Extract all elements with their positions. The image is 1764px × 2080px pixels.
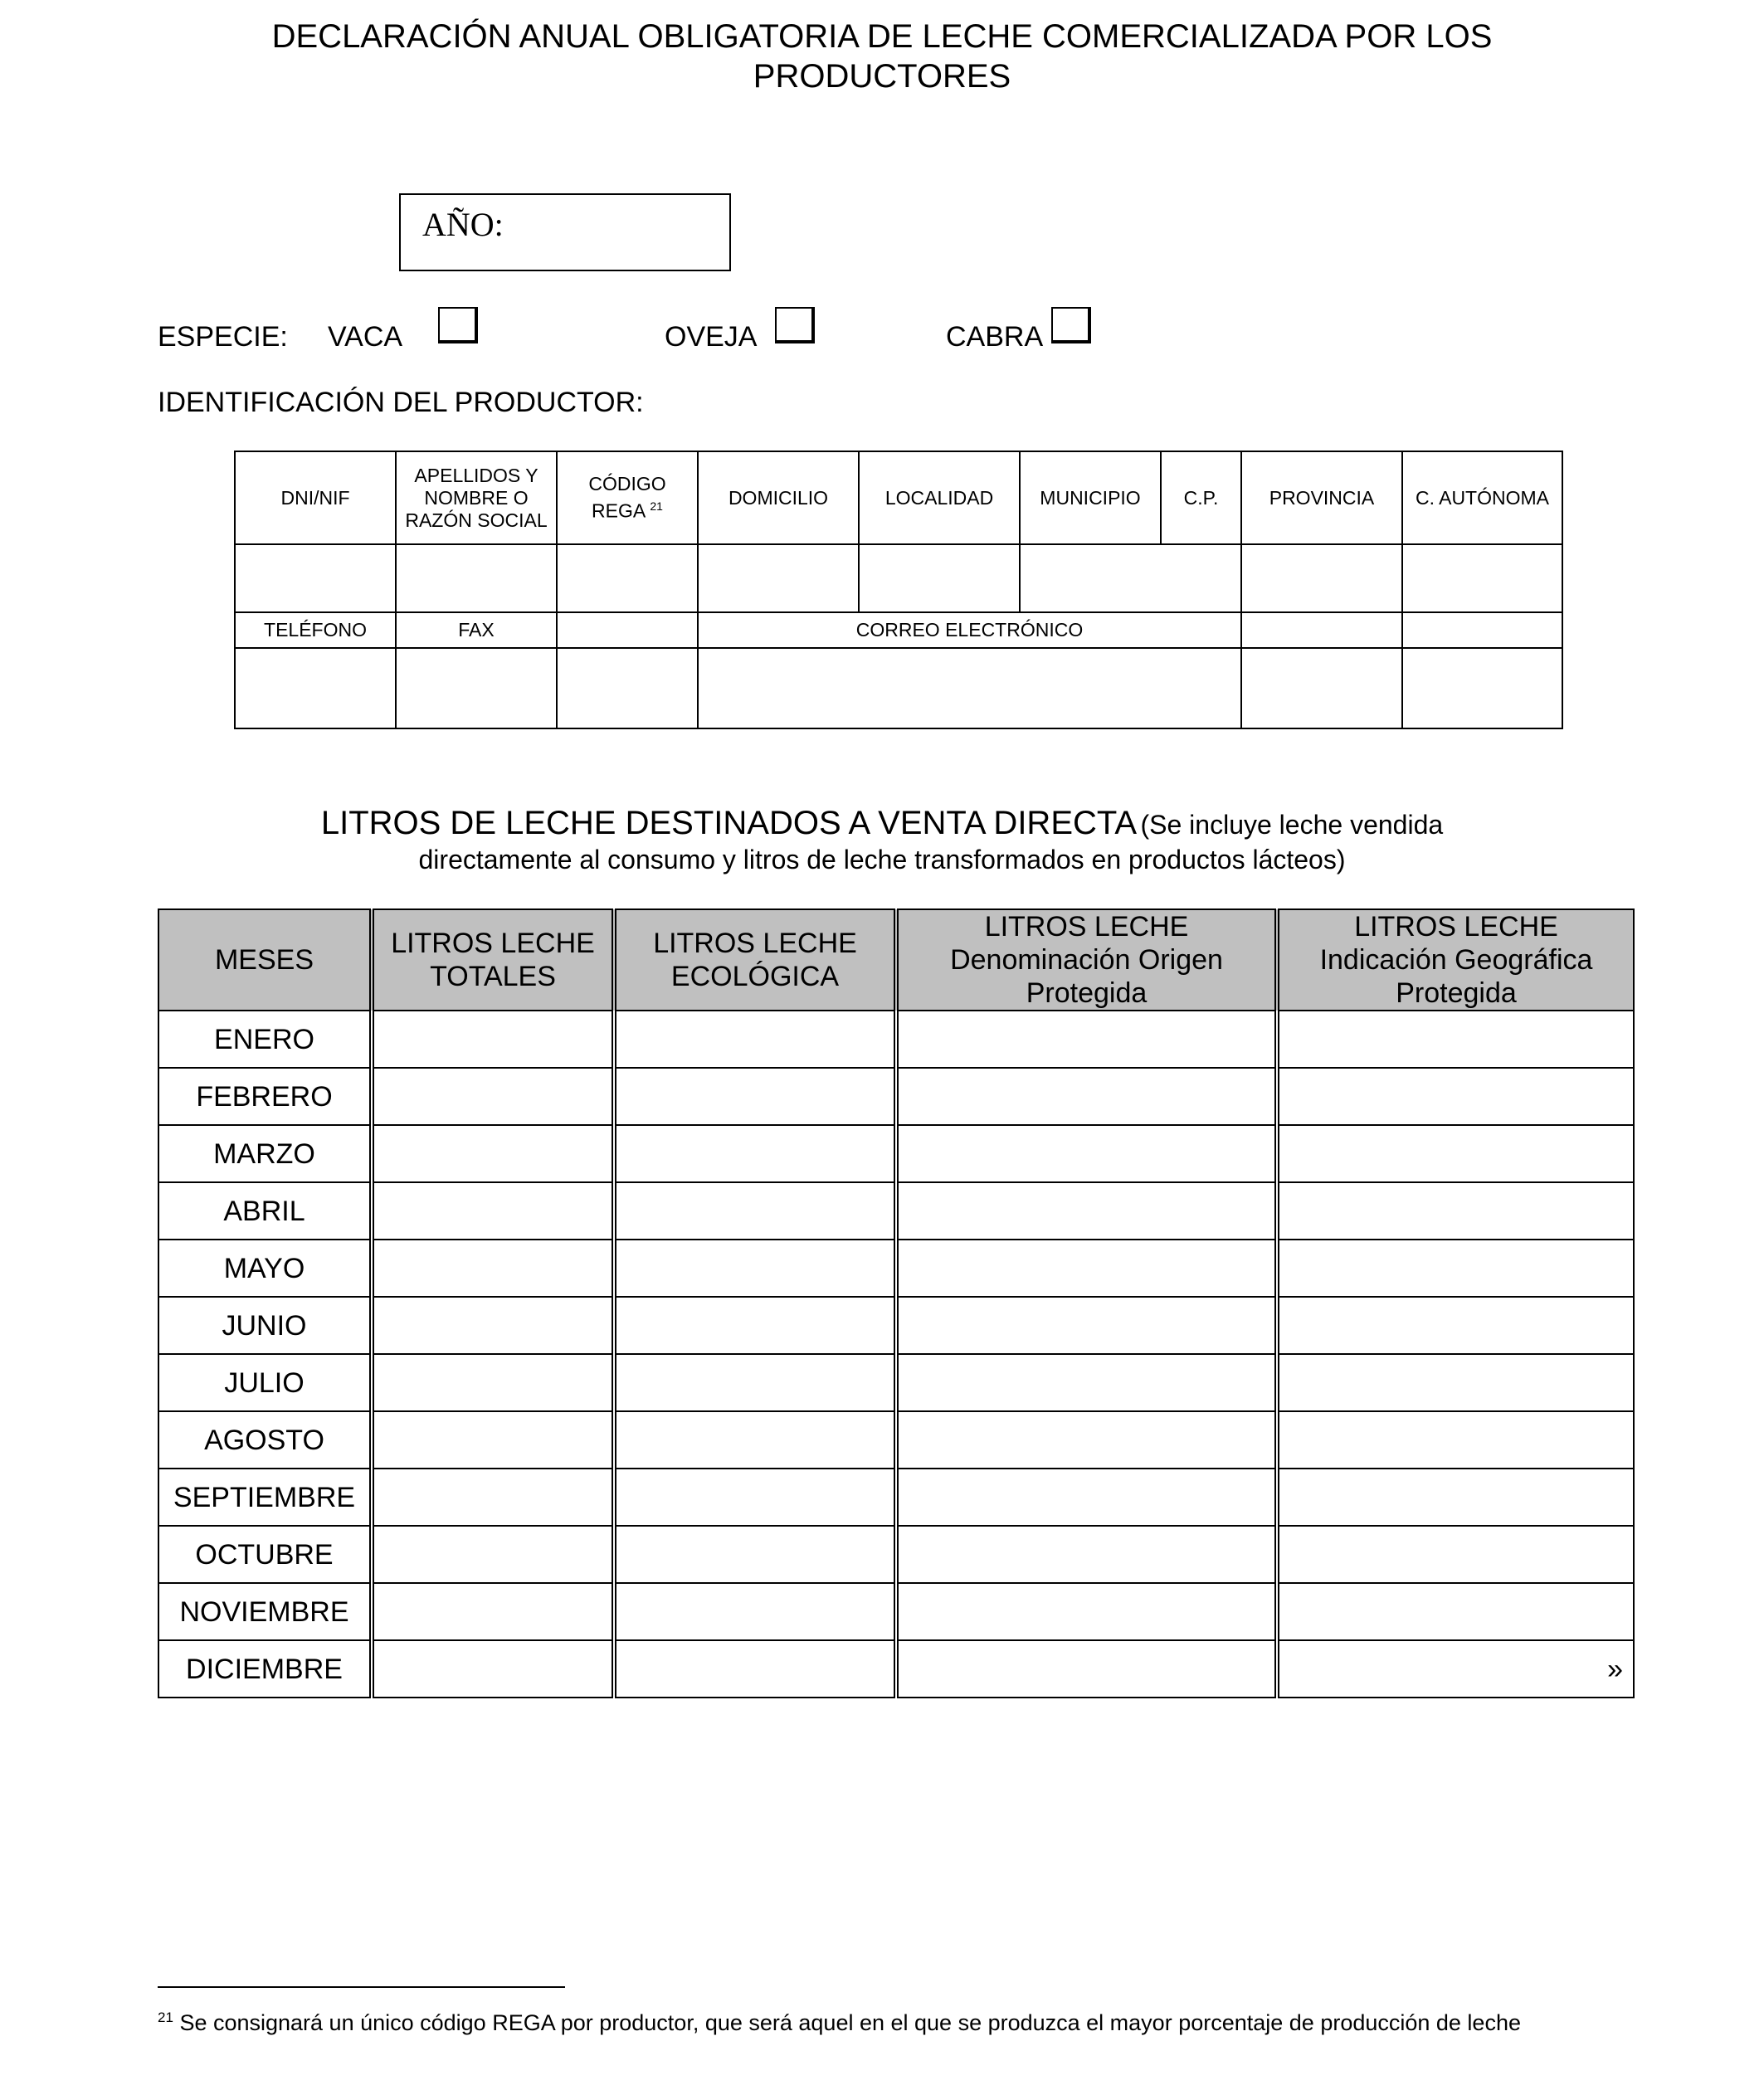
table-row [158,1469,1634,1526]
month-label: MARZO [158,1125,372,1182]
total-litres-input[interactable] [372,1068,614,1125]
col-total-header-line2: TOTALES [430,961,556,992]
col-rega-label: CÓDIGO REGA [588,473,666,522]
monthly-table-header-row [158,909,1634,1011]
contact-blank-header-3 [1402,612,1562,648]
dop-litres-input[interactable] [896,1240,1277,1297]
col-eco-header [614,909,896,1011]
eco-litres-input[interactable] [614,1182,896,1240]
footnote-divider [158,1986,565,1988]
species-label: ESPECIE: [158,321,288,353]
dop-litres-input[interactable] [896,1526,1277,1583]
igp-litres-input[interactable] [1277,1469,1634,1526]
month-label: NOVIEMBRE [158,1583,372,1640]
year-field[interactable] [399,193,731,271]
producer-id-heading: IDENTIFICACIÓN DEL PRODUCTOR: [158,387,644,418]
eco-litres-input[interactable] [614,1011,896,1068]
col-total-header [372,909,614,1011]
dop-litres-input[interactable] [896,1411,1277,1469]
autonoma-input[interactable] [1402,544,1562,612]
col-igp-header-line1: LITROS LECHE [1354,911,1558,943]
localidad-input[interactable] [859,544,1020,612]
col-eco-header-line2: ECOLÓGICA [670,961,840,992]
table-row [158,1297,1634,1354]
table-row [158,1182,1634,1240]
col-fax-header: FAX [396,612,557,648]
total-litres-input[interactable] [372,1297,614,1354]
table-row [158,1011,1634,1068]
igp-litres-input[interactable] [1277,1068,1634,1125]
month-label: DICIEMBRE [158,1640,372,1698]
species-option-cabra-label: CABRA [946,321,1044,353]
dop-litres-input[interactable] [896,1297,1277,1354]
eco-litres-input[interactable] [614,1297,896,1354]
table-row [158,1640,1634,1698]
table-row [158,1583,1634,1640]
col-email-header: CORREO ELECTRÓNICO [698,612,1241,648]
total-litres-input[interactable] [372,1240,614,1297]
direct-sale-title-main: LITROS DE LECHE DESTINADOS A VENTA DIRECTA [320,805,1138,841]
dop-litres-input[interactable] [896,1011,1277,1068]
dop-litres-input[interactable] [896,1640,1277,1698]
producer-id-table [234,451,1563,729]
month-label: JUNIO [158,1297,372,1354]
month-label: JULIO [158,1354,372,1411]
total-litres-input[interactable] [372,1125,614,1182]
igp-litres-input[interactable] [1277,1411,1634,1469]
telefono-input[interactable] [235,648,396,728]
eco-litres-input[interactable] [614,1125,896,1182]
producer-id-data-row [235,544,1562,612]
table-row [158,1411,1634,1469]
email-input[interactable] [698,648,1241,728]
provincia-input[interactable] [1241,544,1402,612]
contact-blank-header-2 [1241,612,1402,648]
month-label: ENERO [158,1011,372,1068]
igp-litres-input[interactable] [1277,1583,1634,1640]
contact-header-row [235,612,1562,648]
col-total-header-line1: LITROS LECHE [391,928,595,959]
total-litres-input[interactable] [372,1526,614,1583]
continuation-mark: » [1607,1653,1623,1685]
document-title-line2: PRODUCTORES [753,58,1011,95]
col-igp-header-line2: Indicación Geográfica [1319,944,1593,976]
igp-litres-input[interactable] [1277,1125,1634,1182]
col-months-header: MESES [158,909,372,1011]
col-dop-header-line1: LITROS LECHE [984,911,1189,943]
contact-blank-input-2[interactable] [1241,648,1402,728]
total-litres-input[interactable] [372,1354,614,1411]
col-autonoma-header: C. AUTÓNOMA [1402,451,1562,544]
col-dop-header-line3: Protegida [1026,977,1148,1009]
monthly-litres-table [158,908,1635,1698]
month-label: FEBRERO [158,1068,372,1125]
igp-litres-input[interactable] [1277,1354,1634,1411]
footnote-text: Se consignará un único código REGA por productor, que será aquel en el que se produzca el mayor porcentaje de producción de leche [179,2010,1521,2035]
dop-litres-input[interactable] [896,1182,1277,1240]
table-row [158,1240,1634,1297]
direct-sale-title [0,805,1764,842]
table-row [158,1068,1634,1125]
table-row [158,1354,1634,1411]
year-label: AÑO: [422,206,504,243]
dni-input[interactable] [235,544,396,612]
contact-blank-input[interactable] [557,648,698,728]
municipio-cp-input[interactable] [1020,544,1241,612]
month-label: AGOSTO [158,1411,372,1469]
col-domicilio-header: DOMICILIO [698,451,859,544]
footnote-ref: 21 [650,499,663,514]
igp-litres-input[interactable] [1277,1240,1634,1297]
col-dop-header [896,909,1277,1011]
eco-litres-input[interactable] [614,1583,896,1640]
direct-sale-title-note: (Se incluye leche vendida [1140,810,1444,840]
col-localidad-header: LOCALIDAD [859,451,1020,544]
rega-input[interactable] [557,544,698,612]
document-title-line1: DECLARACIÓN ANUAL OBLIGATORIA DE LECHE COMERCIALIZADA POR LOS [271,18,1493,55]
footnote-number: 21 [158,2009,173,2025]
dop-litres-input[interactable] [896,1068,1277,1125]
total-litres-input[interactable] [372,1411,614,1469]
fax-input[interactable] [396,648,557,728]
eco-litres-input[interactable] [614,1411,896,1469]
eco-litres-input[interactable] [614,1469,896,1526]
dop-litres-input[interactable] [896,1583,1277,1640]
col-igp-header-line3: Protegida [1396,977,1517,1009]
igp-litres-input[interactable] [1277,1011,1634,1068]
eco-litres-input[interactable] [614,1354,896,1411]
table-row [158,1125,1634,1182]
col-cp-header: C.P. [1161,451,1241,544]
footnote [158,2004,1521,2036]
eco-litres-input[interactable] [614,1526,896,1583]
col-eco-header-line1: LITROS LECHE [653,928,857,959]
col-dop-header-line2: Denominación Origen [950,944,1223,976]
col-dni-header: DNI/NIF [235,451,396,544]
eco-litres-input[interactable] [614,1240,896,1297]
contact-data-row [235,648,1562,728]
eco-litres-input[interactable] [614,1640,896,1698]
month-label: MAYO [158,1240,372,1297]
domicilio-input[interactable] [698,544,859,612]
contact-blank-header [557,612,698,648]
table-row [158,1526,1634,1583]
month-label: SEPTIEMBRE [158,1469,372,1526]
col-name-header: APELLIDOS Y NOMBRE O RAZÓN SOCIAL [396,451,557,544]
total-litres-input[interactable] [372,1182,614,1240]
dop-litres-input[interactable] [896,1354,1277,1411]
document-title [0,17,1764,96]
total-litres-input[interactable] [372,1469,614,1526]
col-telefono-header: TELÉFONO [235,612,396,648]
name-input[interactable] [396,544,557,612]
total-litres-input[interactable] [372,1640,614,1698]
eco-litres-input[interactable] [614,1068,896,1125]
species-cabra-checkbox[interactable] [1051,307,1091,343]
dop-litres-input[interactable] [896,1469,1277,1526]
igp-litres-input[interactable] [1277,1526,1634,1583]
contact-blank-input-3[interactable] [1402,648,1562,728]
dop-litres-input[interactable] [896,1125,1277,1182]
species-option-vaca-label: VACA [328,321,403,353]
total-litres-input[interactable] [372,1583,614,1640]
species-oveja-checkbox[interactable] [775,307,815,343]
igp-litres-input[interactable] [1277,1182,1634,1240]
total-litres-input[interactable] [372,1011,614,1068]
month-label: OCTUBRE [158,1526,372,1583]
month-label: ABRIL [158,1182,372,1240]
col-municipio-header: MUNICIPIO [1020,451,1161,544]
direct-sale-title-line2: directamente al consumo y litros de leche transformados en productos lácteos) [418,845,1346,874]
igp-litres-input[interactable] [1277,1297,1634,1354]
species-vaca-checkbox[interactable] [438,307,478,343]
col-rega-header [557,451,698,544]
species-option-oveja-label: OVEJA [665,321,758,353]
col-igp-header [1277,909,1634,1011]
producer-id-header-row [235,451,1562,544]
col-provincia-header: PROVINCIA [1241,451,1402,544]
igp-litres-input[interactable] [1277,1640,1634,1698]
